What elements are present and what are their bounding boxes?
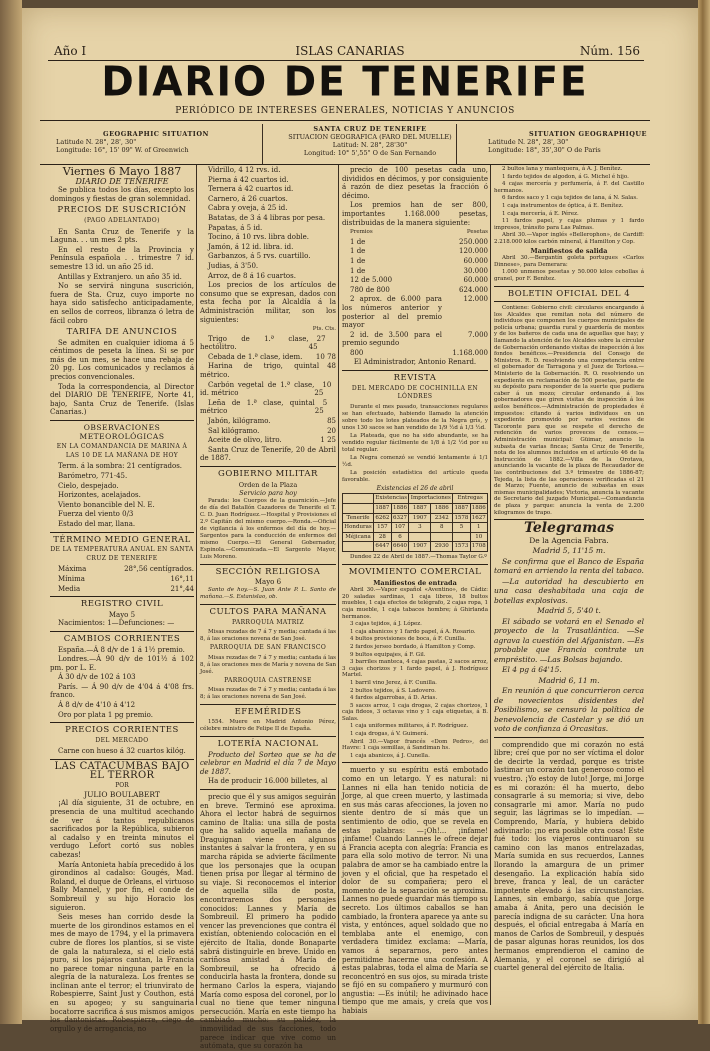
manifest-item: 5 sacos arroz, 1 caja drogas, 2 cajas chorizos, 1 caja fideos, 3 octavas vino y 1 caja etiquetas, á B. Salas. xyxy=(342,702,488,722)
market-item: Tocino, á 10 rvs. libra doble. xyxy=(208,233,310,242)
lottery-row: 1 de 60.000 xyxy=(350,256,488,265)
table-header: Entregas xyxy=(453,494,488,504)
military-sub: Orden de la Plaza xyxy=(238,480,298,489)
cults-head: CULTOS PARA MAÑANA xyxy=(209,606,327,617)
commercial-text: Abril 30.—Vapor español «Aventino», de Cádiz: 20 saladas sardinas, 1 caja libros, 18 bultos muebles, 1 caja efectos de telégrafo, 2 cajas ropa, 1 caja mueble, 1 caja tabacos hombre; á Ghirlanda hermanos. xyxy=(342,587,488,620)
exchange-line: Oro por plata 1 pg premio. xyxy=(58,710,153,719)
manifest-item: 2 bultos lana y mantequera, á A. J. Benítez. xyxy=(502,166,623,172)
geo-right-title: SITUATION GEOGRAPHIQUE xyxy=(529,130,647,138)
telegram-line: Madrid 5, 11'15 m. xyxy=(532,546,606,556)
column-3 xyxy=(342,166,488,1016)
lottery-row: 1 de 30.000 xyxy=(350,266,488,275)
review-text: La Plateada, que no ha sido abundante, se ha vendido regular fácilmente de 1/8 á 1/2 ½d por su total regular. xyxy=(342,432,488,453)
military-sub2: Servicio para hoy xyxy=(239,489,297,498)
ads-head: TARIFA DE ANUNCIOS xyxy=(66,327,178,338)
meteo-line: Estado del mar, llana. xyxy=(58,519,136,528)
telegram-line: Madrid 5, 5'40 t. xyxy=(537,606,601,616)
lottery-text: Producto del Sorteo que se ha de celebrar en Madrid el día 7 de Mayo de 1887. xyxy=(200,750,336,776)
market-line: Carne con hueso á 32 cuartos kilóg. xyxy=(58,747,186,756)
geo-center-sub: SITUACION GEOGRAFICA (FARO DEL MUELLE) xyxy=(288,133,452,141)
manifest-item: 1 fardo tejidos de algodon, á G. Michel é hijo. xyxy=(502,173,629,180)
market-item: Vidrillo, 4 12 rvs. id. xyxy=(208,166,281,174)
column-4 xyxy=(494,166,644,1006)
manifest-item: 4 cajas mercería y perfumería, á F. del Castillo hermanos. xyxy=(494,181,644,194)
table-header xyxy=(343,494,374,504)
year-label: Año I xyxy=(54,44,87,58)
parish-name: PARROQUIA DE SAN FRANCISCO xyxy=(209,644,327,652)
table-row: Honduras 157 107 3 8 5 1 xyxy=(343,523,488,533)
parish-name: PARROQUIA MATRIZ xyxy=(232,618,304,626)
serial-body: comprendido que mi corazón no está libre; creí que por no ser víctima el dolor de decirte la verdad, porque es triste lastimar un corazón tan generoso como el vuestro. ¡Yo estoy de luto! Jorge, mi Jorge es mi corazón: él ha muerto, debo consagrarle á su memoria; si vive, debo consagrarle mi amor. María no pudo seguir, las lágrimas se lo impedían. —Comprendo, María, y hubiera debido adivinarlo: ¡no era posible otra cosa! Este fué todo: los viajeros continuaron su camino con las manos entrelazadas, María sumida en sus recuerdos, Lannes llorando la amargura de un primer desengaño. La explicación había sido breve, franca y leal, de un carácter impotente elevado á las circunstancias. Lannes, sin embargo, sabía que Jorge amaba á Anita, pero una decisión le parecía indigna de su carácter. Una hora después, el oficial entregaba á María en manos de Carlos de Sombreuil, y después de pasar algunas horas reunidos, los dos hermanos emprendieron el camino de Alemania, y el coronel se dirigió al cuartel general del ejército de Italia. xyxy=(494,740,644,973)
exit-head: Manifiestos de salida xyxy=(530,246,608,255)
manifest-item: 1 caja uniformes militares, á F. Rodríguez. xyxy=(350,723,469,730)
price-line: En el resto de la Provincia y Península española . . trimestre 7 id. semestre 13 id. un año 25 id. xyxy=(50,245,194,271)
market-row: Cebada de 1.ª clase, idem. 10 78 xyxy=(208,352,336,361)
market-head: PRECIOS CORRIENTES xyxy=(65,725,179,736)
market-item: Ternera á 42 cuartos id. xyxy=(208,185,294,194)
geo-divider xyxy=(262,124,263,164)
review-text: La posición estadística del artículo queda favorable. xyxy=(342,469,488,483)
geo-divider xyxy=(456,124,457,164)
meteo-line: Horizontes, acelajados. xyxy=(58,491,141,500)
telegram-line: Se confirma que el Banco de España tomará en arriendo la renta del tabaco. xyxy=(494,556,644,576)
geo-left-lon: Longitude: 16°, 15' 09" W. of Greenwich xyxy=(56,146,189,154)
lottery-row: 1 de 120.000 xyxy=(350,247,488,256)
lottery-head: LOTERÍA NACIONAL xyxy=(217,738,319,749)
religious-date: Mayo 6 xyxy=(254,578,282,587)
lottery-text: Ha de producir 16.000 billetes, al xyxy=(208,777,328,786)
lottery-row: 1 de 250.000 xyxy=(350,237,488,246)
bulletin-head: BOLETIN OFICIAL DEL 4 xyxy=(507,288,631,299)
market-item: Judias, á 3'50. xyxy=(208,261,259,270)
parish-text: Misas rezadas de 7 á 7 y media; cantada á las 8, á las oraciones mes de María y novena de San José. xyxy=(200,654,337,675)
manifest-item: 9 bultos equipajes, á F. Gil. xyxy=(350,651,426,658)
telegram-line: Madrid 6, 11 m. xyxy=(538,675,600,685)
paper-name: DIARIO DE TENERIFE xyxy=(75,176,169,186)
meteo-line: Barómetro, 771·45. xyxy=(58,472,128,480)
serial-body: precio que él y sus amigos seguirán en breve. Terminó ese aproxima. Ahora el lector habrá de seguirnos camino de Italia: una silla de posta que ha salido aquella mañana de Draguignan viene en algunos instantes á salvar la frontera, y en su marcha rápida se advierte fácilmente que los personajes que la ocupan tienen prisa por llegar al término de su viaje. Si reconocemos el interior de aquella silla de posta, encontraremos dos personajes conocidos: Lannes y María de Sombreuil. El primero ha podido vencer las prevenciones que contra él existían, obteniendo colocación en el ejército de Italia, donde Bonaparte sabrá distinguirle en breve. Unido en cariñosa amistad á María de Sombreuil, se ha ofrecido á conducirla hasta la frontera, donde su hermano Carlos la espera, viajando María como esposa del coronel, por lo cual no tiene que temer ninguna persecución. María en este tiempo ha cambiado mucho: su palidez, la inmovilidad de sus facciones, todo parece indicar que vive como un autómata, que su corazón ha xyxy=(200,792,336,1051)
exchange-line: París. — Á 90 d/v de 4'04 á 4'08 frs. franco. xyxy=(50,682,194,700)
table-row: 6447 6640 1907 2930 1573 1708 xyxy=(343,542,488,552)
serial-por: POR xyxy=(115,782,129,790)
meteo-line: Viento bonancible del N. E. xyxy=(58,500,155,509)
geo-right-lat: Latitude N. 28°, 28', 30" xyxy=(488,138,569,146)
page-stack-edge xyxy=(698,0,710,1024)
commercial-head: MOVIMIENTO COMERCIAL xyxy=(348,567,482,577)
review-sign: Dundee 22 de Abril de 1887.—Thomas Taylor G.º xyxy=(350,554,487,560)
serial-author: JULIO BOULABERT xyxy=(84,789,160,799)
manifest-item: 1 caja instrumentos de óptica, á E. Benítez. xyxy=(502,202,624,209)
market-row: Carbón vegetal de 1.ª clase, id. métrico 10 25 xyxy=(200,380,332,398)
manifest-item: 4 bultos provisiones de boca, á F. Cunilla. xyxy=(350,636,467,643)
ephemeris-text: 1554. Muere en Madrid Antonio Pérez, célebre ministro de Felipe II de España. xyxy=(200,718,336,732)
review-sub: DEL MERCADO DE COCHINILLA EN LÓNDRES xyxy=(351,384,479,401)
market-item: Arroz, de 8 á 16 cuartos. xyxy=(208,271,296,280)
manifest-item: 1 barril vino Jerez, á F. Cunilla. xyxy=(350,679,437,686)
exit-text: Abril 30.—Bergantín goleta portugues «Carlos Dinnese», para Demerara: xyxy=(494,255,644,268)
parish-text: Misas rezadas de 7 á 7 y media; cantada á las 8, á las oraciones novena de San José. xyxy=(200,629,336,643)
temp-row: Mínima 16°,11 xyxy=(58,574,194,583)
manifest-item: 3 cajas tejidos, á J. López. xyxy=(350,621,422,628)
military-text: Parada: los Cuerpos de la guarnición.—Jefe de día del Batallón Cazadores de Tenerife el T. C. D. Juan Rodríguez.—Hospital y Provisiones el 2.º Capitán del mismo cuerpo.—Ronda.—Oficial de vigilancia á los enfermos del día de hoy.—Sargentos para la conducción de enfermos del mismo Cuerpo.—El General Gobernador, Espinola.—Comunicada.—El Sargento Mayor, Luis Moreno. xyxy=(200,497,336,560)
geo-center-lon: Longitud: 10° 5',55" O de San Fernando xyxy=(303,149,437,157)
lottery-text: Los premios han de ser 800, importantes 1.168.000 pesetas, distribuidas de la manera siguiente: xyxy=(342,201,488,227)
serial-text: Seis meses han corrido desde la muerte de los girondinos estamos en el mes de mayo de 1794, y el la primavera cubre de flores los plantíos, si se viste de gala la naturaleza, si el cielo está puro, si los pájaros cantan, la Francia no parece tomar ninguna parte en la alegría de la naturaleza. Los frentes se inclinan ante el terror; el triunvirato de Robespierre, Saint Just y Couthon, está en su apogeo; y su sanguinaria bocatorre sacrifica á sus mismos amigos los dantonistas. Robespierre, ciego de orgullo y de arrogancia, no xyxy=(50,913,194,1033)
market-row: Harina de trigo, quintal métrico. 48 xyxy=(200,362,336,380)
geo-center-lat: Latitud: N. 28°, 28'30" xyxy=(332,141,408,149)
geo-right xyxy=(488,130,688,154)
market-item: Cabra y oveja, á 25 id. xyxy=(208,204,288,213)
geo-left xyxy=(56,130,256,154)
ephemeris-head: EFEMÉRIDES xyxy=(234,707,302,718)
geo-left-lat: Latitude N. 28°, 28', 30" xyxy=(56,138,137,146)
column-divider xyxy=(196,165,197,1005)
manifest-item: 1 caja mercería, á E. Pérez. xyxy=(502,210,579,217)
market-item: Papatas, á 5 id. xyxy=(208,223,263,232)
market-item: Garbanzos, á 5 rvs. cuartillo. xyxy=(208,252,311,261)
civil-head: REGISTRO CIVIL xyxy=(80,599,164,610)
header-rule-bottom xyxy=(40,120,650,121)
geo-left-title: GEOGRAPHIC SITUATION xyxy=(103,130,209,138)
exit-text: 1.000 unmenos pesetas y 50.000 kilos cebollas á granel, por F. Benítez. xyxy=(494,269,644,282)
military-head: GOBIERNO MILITAR xyxy=(218,469,318,479)
telegram-line: El 4 pg á 64'15. xyxy=(502,665,562,675)
parish-name: PARROQUIA CASTRENSE xyxy=(224,676,312,684)
market-item: Carnero, á 26 cuartos. xyxy=(208,194,288,203)
meteo-line: Cielo, despejado. xyxy=(58,481,119,490)
religious-head: SECCIÓN RELIGIOSA xyxy=(215,566,321,577)
intro-text: Se publica todos los días, excepto los domingos y fiestas de gran solemnidad. xyxy=(50,186,194,203)
price-line: En Santa Cruz de Tenerife y la Laguna. . . un mes 2 pts. xyxy=(50,227,194,245)
civil-text: Nacimientos: 1—Defunciones: — xyxy=(58,619,175,628)
market-cols: Pts. Cts. xyxy=(312,326,336,333)
exchange-line: Londres.—Á 90 d/v de 101½ á 102 pm. por L. E. xyxy=(50,655,194,672)
exchange-head: CAMBIOS CORRIENTES xyxy=(63,633,181,644)
table-row: Méjicana 28 6 10 xyxy=(343,532,488,542)
table-header: Existencias xyxy=(374,494,409,504)
lottery-sign: El Administrador, Antonio Renard. xyxy=(353,358,477,367)
civil-date: Mayo 5 xyxy=(108,610,136,619)
masthead-title: DIARIO DE TENERIFE xyxy=(101,58,589,107)
commercial-sub: Manifiestos de entrada xyxy=(373,578,457,587)
table-header: Importaciones xyxy=(409,494,453,504)
telegram-line: El sábado se votará en el Senado el proyecto de la Trasatlántica. —Se agrava la cuestión del Afganistan. —Es probable que Francia contrate un empréstito. —Las Bolsas bajando. xyxy=(494,616,644,664)
bulletin-text: Contiene: Gobierno civil: circulares encargando á los Alcaldes que remitan nota del número de individuos que componen los cuerpos municipales de policía urbana; guardia rural y guardería de montes y de los bañeros de cada una de aquellas que hay; y llamando la atención de los Alcaldes sobre la circular de Gobernación ordenando visitas de inspección á los fondos benéficos.—Presidencia del Consejo de Ministros. R. D. resolviendo una competencia entre el gobernador de Tarragona y el Juez de Tortosa.—Ministerio de la Gobernación. R. O. resolviendo un expediente en reclamación de 500 pesetas, parte de su depósito para responder de la suerte que pudiera caber á un mozo; circular ordenando á los gobernadores que giren visitas de inspección á los asilos benéficos.—Administración de propiedades é impuestos: citando á varios individuos en un expediente promovido por varios vecinos de Tacoronte para que se respete el derecho de redención de varios proveces de censos.—Administración municipal: Güimar, anuncio la subasta de varias fincas; Santa Cruz de Tenerife, nota de los alumnos incluidos en el artículo 46 de la Instrucción de 1882.—Villa de la Orotava, anunciando la vacante de la plaza de Recaudador de las contribuciones del 3.º trimestre de 1886-87; Tejeda, la lista de las operaciones verificadas el 21 de Marzo; Fuente, anuncio de subastas en esas mismas municipalidades; Victoria, anuncia la vacante de Secretario del juzgado Municipal.—Comandancia de plaza y parque: anuncia la venta de 2.200 kilogramos de trapo. xyxy=(494,305,644,516)
telegrams xyxy=(494,536,644,734)
serial-text: María Antonieta había precedido á los girondinos al cadalso: Gougés, Mad. Roland, el duque de Orleans, el virtuoso Bally Mannel, y por fin, el conde de Sombreuil y su hijo Horacio los siguieron. xyxy=(50,860,194,912)
market-row: Jabón, kilógramo. 85 xyxy=(208,417,336,426)
masthead-subtitle: PERIÓDICO DE INTERESES GENERALES, NOTICIAS Y ANUNCIOS xyxy=(175,106,515,116)
geo-right-lon: Longitude: 18°, 35',30" O de Paris xyxy=(488,146,601,154)
stock-table xyxy=(342,493,488,552)
lottery-row: 780 de 800 624.000 xyxy=(350,285,488,294)
manifest-item: Abril 30.—Vapor inglés «Bellerophon», de Cardiff: 2.218.000 kilos carbón mineral, á Hamilton y Cop. xyxy=(494,232,644,245)
market-row: Leña de 1.ª clase, quintal métrico 5 25 xyxy=(200,398,328,416)
temp-row: Máxima 28°,56 centígrados. xyxy=(58,565,194,574)
market-row: Aceite de olivo, litro. 1 25 xyxy=(208,436,336,445)
telegram-line: —La autoridad ha descubierto en una casa deshabitada una caja de botellas explosivas. xyxy=(494,576,644,605)
market-row: Trigo de 1.ª clase, hectólitro. 27 45 xyxy=(200,334,326,352)
meteo-head: OBSERVACIONES METEOROLÓGICAS xyxy=(79,423,165,441)
review-text: La Negra comenzó se vendió lentamente á 1/1 ½d. xyxy=(342,454,488,468)
manifest-item: 2 bultos tejidos, á S. Ladovero. xyxy=(350,687,437,694)
column-2 xyxy=(200,166,337,1051)
manifest-item: 6 fardos saco y 1 caja tejidos de lana, á N. Salas. xyxy=(502,195,638,202)
exchange-line: Á 8 d/v de 4'10 á 4'12 xyxy=(58,701,136,710)
manifest-item: 3 barriles manteca, 4 cajas pastas, 2 sacos arroz, 3 cajas chorizos y 1 fardo papel, á J. Rodríguez Martel. xyxy=(342,659,488,679)
market-sub: DEL MERCADO xyxy=(95,736,149,744)
place-label: ISLAS CANARIAS xyxy=(295,44,405,58)
ads-text: Toda la correspondencia, al Director del DIARIO DE TENERIFE, Norte 41, bajo, Santa Cruz de Tenerife. (Islas Canarias.) xyxy=(50,382,194,417)
exchange-line: España.—Á 8 d/v de 1 á 1½ premio. xyxy=(58,645,185,654)
ads-text: Se admiten en cualquier idioma á 5 céntimos de peseta la línea. Si se por más de un mes, se hace una rebaja de 20 pg. Los comunicados y reclamos á precios convencionales. xyxy=(50,338,194,382)
religious-text: Santo de hoy.—S. Juan Ante P. L. Santo de mañana.—S. Estanislao, ob. xyxy=(200,586,336,600)
temp-row: Media 21°,44 xyxy=(58,584,194,593)
manifest-item: 11 fardos papel, y cajas plumas y 1 fardo impresos, tránsito para Las Palmas. xyxy=(494,218,644,231)
subscription-head: PRECIOS DE SUSCRICIÓN xyxy=(57,205,187,216)
telegram-line: En reunión á que concurrieron cerca de novecientos disidentes del Posibilismo, se censuró la política de benevolencia de Castelar y se dió un voto de confianza á Orcasitas. xyxy=(494,686,644,734)
geo-center xyxy=(270,125,470,157)
market-sign: Santa Cruz de Tenerife, 20 de Abril de 1887. xyxy=(200,445,336,463)
lottery-row: 2 aprox. de 6.000 para los números anterior y posterior al del premio mayor 12.000 xyxy=(342,295,488,330)
manifest-item: 4 fardos algarrobas, á D. Arias. xyxy=(350,695,438,702)
lottery-text: precio de 100 pesetas cada uno, divididos en décimos, y por consiguiente á razón de diez pesetas la fracción ó décimo. xyxy=(342,166,488,200)
book-spine xyxy=(0,0,22,1024)
manifest-item: Abril 30.—Vapor francés «Dom Pedro», del Havre: 1 caja semillas, á Sandiman hs. xyxy=(342,738,488,752)
manifest-item: 1 caja abanicos y 1 fardo papel, á A. Rosario. xyxy=(350,628,476,635)
review-text: Durante el mes pasado, transacciones regulares se han efectuado, habiendo llamado la atención sobre todo los lotes plateados de la Negra grís, y unos 130 sacos se han vendido de 1/9 ½d á 1/3 ½d. xyxy=(342,403,488,431)
lottery-row: 2 id. de 3.500 para el premio segundo 7.000 xyxy=(342,330,488,348)
meteo-line: Term. á la sombra: 21 centígrados. xyxy=(58,462,183,471)
meteo-line: Fuerza del viento 0/3 xyxy=(58,510,134,519)
stock-table-title: Existencias el 26 de abril xyxy=(376,484,454,492)
geo-center-title: SANTA CRUZ DE TENERIFE xyxy=(313,125,427,133)
market-item: Pierna á 42 cuartos id. xyxy=(208,175,289,184)
market-note: Los precios de los artículos de consumo que se expresan, dados con esta fecha por la Alcaldía á la Administración militar, son los siguientes: xyxy=(200,281,336,324)
serial-body: muerto y su espíritu está embotado como en un letargo. Y es natural: ni Lannes ni ella han tenido noticia de Jorge, al que creen muerto, y lastimada en sus más caras afecciones, la joven no siente dentro de sí más que un sentimiento de odio, que se revela en estas palabras: —¡Oh!... ¡infame! ¡infame! Cuando Lannes le ofrece dejar á Francia acepta con alegría: Francia es para ella solo motivo de terror. Ni una palabra de amor se ha cambiado entre la joven y el oficial, que ha respetado el dolor de su compañera; pero el momento de la separación se aproxima. Lannes no puede guardar más tiempo su secreto. Los últimos caballos se han cambiado, la frontera aparece ya ante su vista, y entónces, aquel soldado que no temblaba ante el enemigo, con verdadera timidez exclama: —María, vamos á separarnos, pero antes permitidme hacerme una confesión. A estas palabras, toda el alma de María se reconcentró en sus ojos, su mirada triste se fijó en su compañero y murmuró con angustia: —Es inútil; he adivinado hace tiempo que me amais, y creía que vos habiais xyxy=(342,766,488,1016)
lottery-cols: Premios Pesetas xyxy=(350,229,488,236)
market-row: Sal kilógramo. 20 xyxy=(208,426,336,435)
telegram-agency: De la Agencia Fabra. xyxy=(529,535,609,545)
manifest-item: 1 caja drogas, á V. Guimerá. xyxy=(350,731,429,738)
exchange-line: Á 30 d/v de 102 á 103 xyxy=(58,673,136,682)
price-line: Antillas y Extranjero. un año 35 id. xyxy=(58,272,182,281)
subscription-note: No se servirá ninguna suscrición, fuera de Sta. Cruz, cuyo importe no haya sido satisfecho anticipadamente, en sellos de correos, libranza ó letra de fácil cobro xyxy=(50,282,194,325)
table-row: Tenerife 6262 6327 1907 2342 1578 1627 xyxy=(343,513,488,523)
meteo-sub: EN LA COMANDANCIA DE MARINA Á LAS 10 DE LA MAÑANA DE HOY xyxy=(56,443,188,459)
temp-head: TÉRMINO MEDIO GENERAL xyxy=(53,534,191,545)
issue-date: Viernes 6 Mayo 1887 xyxy=(62,165,182,178)
parish-text: Misas rezadas de 7 á 7 y media; cantada á las 8; á las oraciones novena de San José. xyxy=(200,687,336,701)
subscription-sub: (PAGO ADELANTADO) xyxy=(84,216,160,224)
lottery-row: 12 de 5.000 60.000 xyxy=(350,276,488,285)
issue-number: Núm. 156 xyxy=(579,44,640,58)
review-head: REVISTA xyxy=(393,373,437,384)
manifest-item: 2 fardos jerseo bordado, á Hamilton y Comp. xyxy=(350,643,476,650)
market-item: Jamón, á 12 id. libra. id. xyxy=(208,242,294,251)
telegrams-head: Telegramas xyxy=(524,520,614,537)
market-item: Batatas, de 3 á 4 libras por pesa. xyxy=(208,213,326,222)
column-divider xyxy=(338,165,339,1005)
serial-title: LAS CATACUMBAS BAJO EL TERROR xyxy=(54,761,190,781)
column-1 xyxy=(50,165,194,1033)
manifest-item: 1 caja abanicos, á J. Cunella. xyxy=(350,752,430,759)
serial-text: ¡Al día siguiente, 31 de octubre, en presencia de una multitud acechando de ver á tantos republicanos sacrificados por la República, subieron al cadalso y en treinta minutos el verdugo Lefort cortó sus nobles cabezas! xyxy=(50,799,194,859)
lottery-row: 800 1.168.000 xyxy=(350,348,488,357)
table-row: 1887 1886 1887 1886 1887 1886 xyxy=(343,504,488,514)
temp-sub: DE LA TEMPERATURA ANUAL EN SANTA CRUZ DE TENERIFE xyxy=(50,546,194,562)
column-divider xyxy=(490,165,491,1005)
